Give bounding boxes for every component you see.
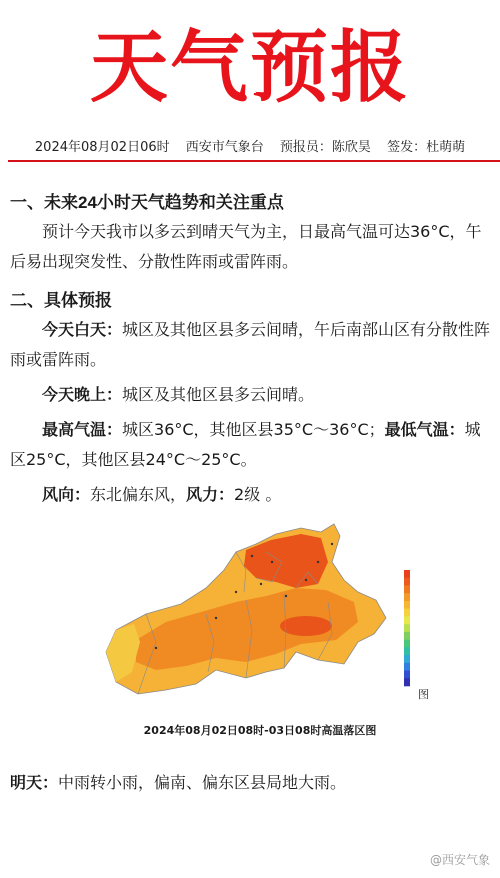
daytime-label: 今天白天：: [42, 320, 123, 339]
map-caption: 2024年08月02日08时-03日08时高温落区图: [143, 724, 377, 737]
legend-swatch: [404, 647, 410, 655]
max-temp-label: 最高气温：: [42, 420, 123, 439]
daytime-forecast: [10, 315, 492, 375]
issue-datetime: 2024年08月02日06时: [34, 140, 170, 155]
wind-force-text: 2级 。: [234, 485, 282, 504]
wind-dir-label: 风向：: [42, 485, 91, 504]
issuer: 签发：杜萌萌: [387, 140, 466, 155]
watermark: @西安气象: [429, 853, 490, 867]
high-temp-map-svg: [96, 522, 434, 702]
legend-swatch: [404, 578, 410, 586]
legend-swatch: [404, 570, 410, 578]
night-label: 今天晚上：: [42, 385, 123, 404]
legend-swatch: [404, 671, 410, 679]
max-temp-text: 城区36°C，其他区县35°C～36°C；: [122, 420, 385, 439]
night-text: 城区及其他区县多云间晴。: [122, 385, 315, 404]
map-region-hotspot: [280, 616, 332, 636]
legend-swatch: [404, 624, 410, 632]
night-forecast: [10, 380, 492, 410]
legend-swatch: [404, 663, 410, 671]
legend-swatch: [404, 616, 410, 624]
legend-swatch: [404, 601, 410, 609]
legend-label: 图: [418, 688, 429, 701]
legend-swatch: [404, 678, 410, 686]
tomorrow-label: 明天：: [10, 773, 59, 792]
legend-swatch: [404, 655, 410, 663]
min-temp-text: 城区25°C，其他区县24°C～25°C。: [10, 420, 481, 469]
section1-heading: 一、未来24小时天气趋势和关注重点: [10, 193, 284, 212]
section1-text: 预计今天我市以多云到晴天气为主，日最高气温可达36°C，午后易出现突发性、分散性阵雨或雷阵雨。: [10, 222, 482, 271]
wind-dir-text: 东北偏东风，: [90, 485, 187, 504]
wind-force-label: 风力：: [186, 485, 235, 504]
color-legend: [404, 570, 410, 686]
high-temp-map: [96, 522, 434, 702]
legend-swatch: [404, 632, 410, 640]
legend-swatch: [404, 609, 410, 617]
page-title: 天气预报: [89, 23, 410, 113]
legend-swatch: [404, 585, 410, 593]
legend-swatch: [404, 593, 410, 601]
temperature-forecast: [10, 415, 492, 475]
header-divider: [8, 160, 500, 162]
tomorrow-text: 中雨转小雨，偏南、偏东区县局地大雨。: [58, 773, 347, 792]
legend-swatch: [404, 640, 410, 648]
tomorrow-forecast: [10, 770, 346, 793]
daytime-text: 城区及其他区县多云间晴，午后南部山区有分散性阵雨或雷阵雨。: [10, 320, 491, 369]
forecast-meta: [0, 136, 500, 155]
min-temp-label: 最低气温：: [384, 420, 465, 439]
forecaster: 预报员：陈欣昊: [279, 140, 371, 155]
wind-forecast: [10, 480, 492, 510]
issuing-office: 西安市气象台: [185, 140, 264, 155]
section2-heading: 二、具体预报: [10, 291, 112, 310]
